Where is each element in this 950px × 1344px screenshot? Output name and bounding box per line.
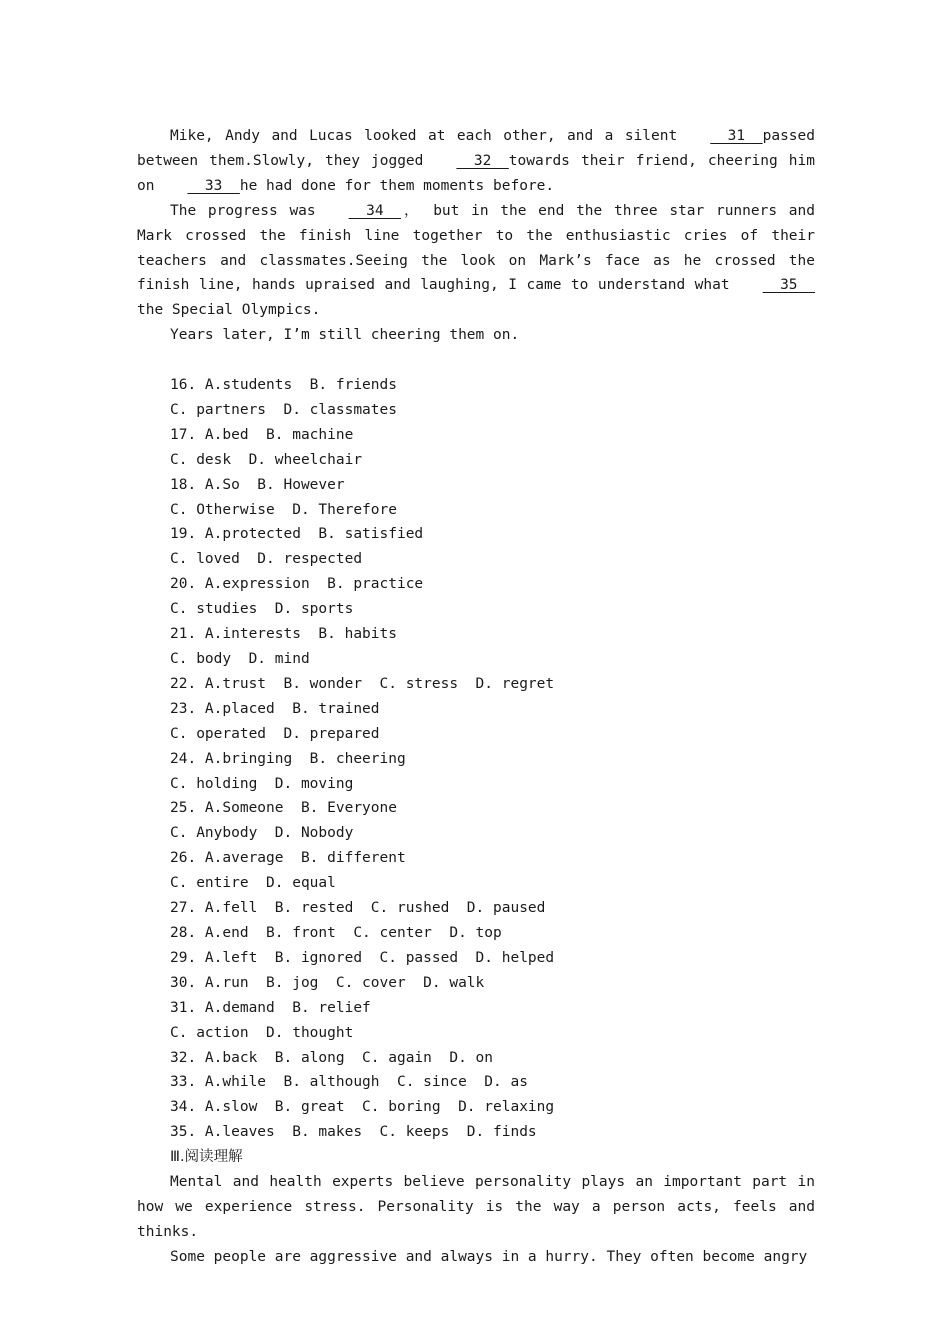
blank-31: 31: [710, 128, 763, 144]
option-line: 33. A.while B. although C. since D. as: [170, 1074, 528, 1091]
option-line: 35. A.leaves B. makes C. keeps D. finds: [170, 1124, 537, 1141]
option-line: 34. A.slow B. great C. boring D. relaxing: [170, 1099, 555, 1116]
option-line: 26. A.average B. different: [170, 850, 406, 867]
option-line: C. holding D. moving: [170, 775, 354, 792]
option-line: C. action D. thought: [170, 1024, 354, 1041]
option-line: 25. A.Someone B. Everyone: [170, 800, 397, 817]
option-line: 21. A.interests B. habits: [170, 626, 397, 643]
option-line: 28. A.end B. front C. center D. top: [170, 924, 502, 941]
text-run: ， but in the end the three star runners and Mark crossed the finish line together to the enthusiastic cries of their teachers and classmates.Seeing the look on Mark’s face as he crossed the finish line, hands upraised and laughing, I came to understand what: [137, 202, 815, 294]
option-line: 23. A.placed B. trained: [170, 700, 380, 717]
option-line: C. Anybody D. Nobody: [170, 825, 354, 842]
option-line: C. entire D. equal: [170, 875, 336, 892]
text-run: Mike, Andy and Lucas looked at each other, and a silent: [170, 128, 678, 144]
option-line: 30. A.run B. jog C. cover D. walk: [170, 974, 485, 991]
spacer: [137, 348, 815, 373]
answer-options-list: [137, 373, 815, 1145]
reading-paragraph-1: Mental and health experts believe personality plays an important part in how we experience stress. Personality is the way a person acts, feels and thinks.: [137, 1174, 815, 1240]
option-line: C. partners D. classmates: [170, 401, 397, 418]
option-line: 20. A.expression B. practice: [170, 576, 424, 593]
option-line: 31. A.demand B. relief: [170, 999, 371, 1016]
text-run: the Special Olympics.: [137, 302, 321, 319]
option-line: 32. A.back B. along C. again D. on: [170, 1049, 494, 1066]
text-run: towards their friend, cheering him on: [137, 152, 816, 194]
option-line: 24. A.bringing B. cheering: [170, 750, 406, 767]
text-run: he had done for them moments before.: [239, 177, 555, 194]
option-line: 18. A.So B. However: [170, 476, 345, 493]
option-line: C. body D. mind: [170, 651, 310, 668]
text-run: The progress was: [170, 202, 316, 219]
passage-paragraph-2: [137, 199, 815, 324]
option-line: C. desk D. wheelchair: [170, 451, 363, 468]
text-run: passed between them.Slowly, they jogged: [137, 128, 815, 169]
option-line: 19. A.protected B. satisfied: [170, 526, 424, 543]
option-line: C. operated D. prepared: [170, 725, 380, 742]
option-line: 22. A.trust B. wonder C. stress D. regret: [170, 675, 555, 692]
option-line: 16. A.students B. friends: [170, 377, 397, 394]
reading-paragraph-2: Some people are aggressive and always in a hurry. They often become angry: [170, 1248, 808, 1265]
option-line: C. studies D. sports: [170, 601, 354, 618]
blank-35: 35: [762, 277, 815, 294]
section-heading: Ⅲ.阅读理解: [170, 1149, 243, 1166]
passage-paragraph-1: [137, 124, 815, 199]
blank-33: 33: [187, 177, 240, 194]
option-line: C. loved D. respected: [170, 551, 363, 568]
option-line: 17. A.bed B. machine: [170, 426, 354, 443]
blank-32: 32: [456, 152, 509, 169]
option-line: C. Otherwise D. Therefore: [170, 501, 397, 518]
blank-34: 34: [348, 202, 402, 219]
option-line: 27. A.fell B. rested C. rushed D. paused: [170, 900, 546, 917]
option-line: 29. A.left B. ignored C. passed D. helped: [170, 949, 555, 966]
passage-paragraph-3: Years later, I’m still cheering them on.: [170, 327, 520, 344]
document-page: [137, 124, 815, 1270]
